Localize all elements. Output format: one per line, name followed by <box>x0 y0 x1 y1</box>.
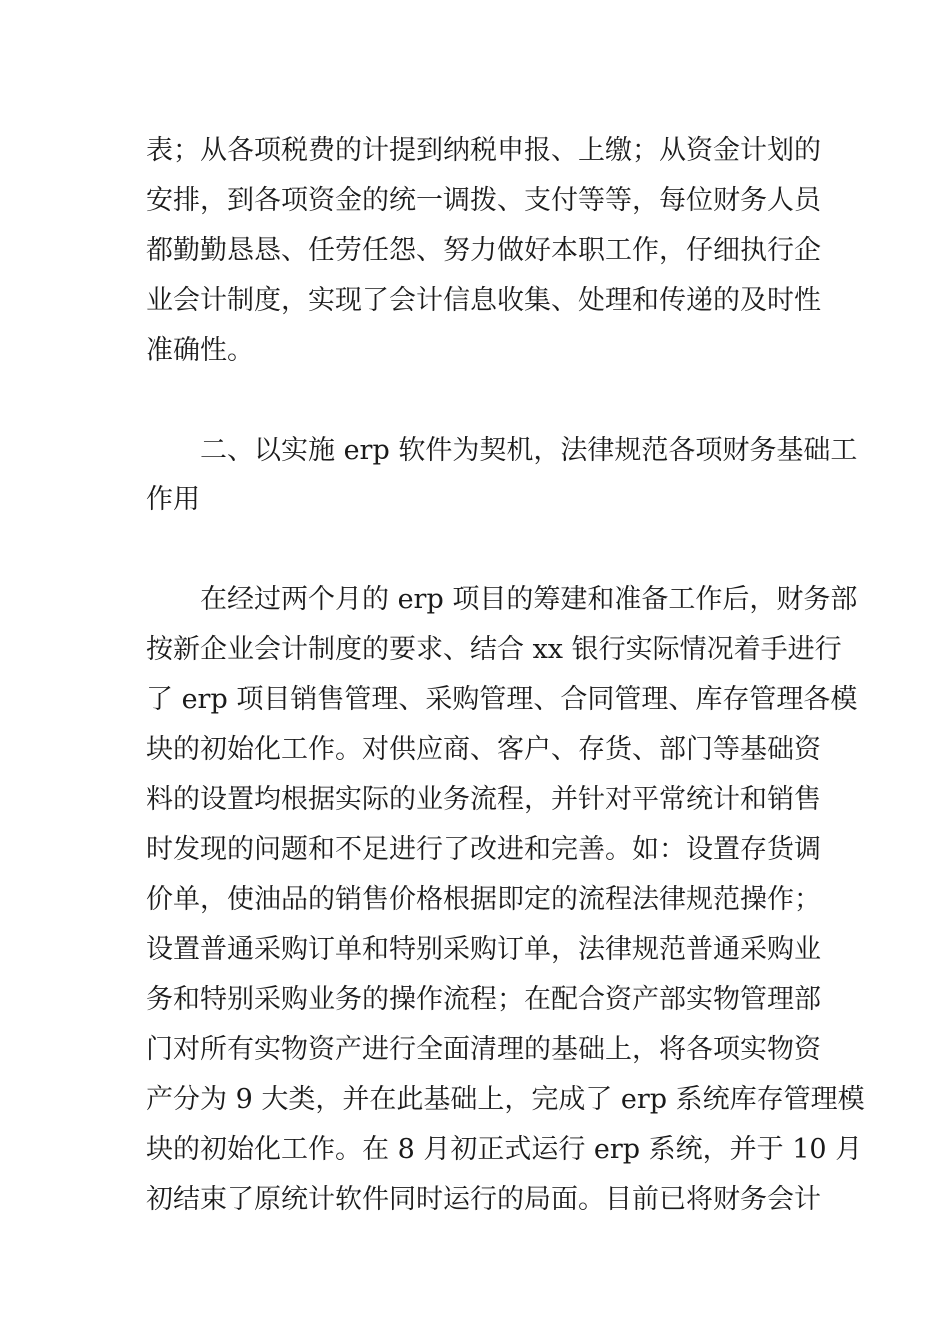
text-line: 初结束了原统计软件同时运行的局面。目前已将财务会计 <box>146 1184 821 1215</box>
text-line: 务和特别采购业务的操作流程；在配合资产部实物管理部 <box>146 984 821 1015</box>
text-line: 了 erp 项目销售管理、采购管理、合同管理、库存管理各模 <box>146 684 858 715</box>
text-line: 安排，到各项资金的统一调拨、支付等等，每位财务人员 <box>146 185 821 216</box>
text-line: 块的初始化工作。对供应商、客户、存货、部门等基础资 <box>146 734 821 765</box>
text-line: 准确性。 <box>146 335 254 366</box>
text-line: 块的初始化工作。在 8 月初正式运行 erp 系统，并于 10 月 <box>146 1134 863 1165</box>
text-line: 都勤勤恳恳、任劳任怨、努力做好本职工作，仔细执行企 <box>146 235 821 266</box>
text-line: 料的设置均根据实际的业务流程，并针对平常统计和销售 <box>146 784 821 815</box>
text-line: 时发现的问题和不足进行了改进和完善。如：设置存货调 <box>146 834 821 865</box>
text-line: 产分为 9 大类，并在此基础上，完成了 erp 系统库存管理模 <box>146 1084 865 1115</box>
heading-line: 作用 <box>146 484 200 515</box>
text-line: 在经过两个月的 erp 项目的筹建和准备工作后，财务部 <box>200 584 858 615</box>
text-line: 设置普通采购订单和特别采购订单，法律规范普通采购业 <box>146 934 821 965</box>
heading-line: 二、以实施 erp 软件为契机，法律规范各项财务基础工 <box>200 435 858 466</box>
text-line: 价单，使油品的销售价格根据即定的流程法律规范操作； <box>146 884 821 915</box>
text-line: 业会计制度，实现了会计信息收集、处理和传递的及时性 <box>146 285 821 316</box>
text-line: 门对所有实物资产进行全面清理的基础上，将各项实物资 <box>146 1034 821 1065</box>
text-line: 表；从各项税费的计提到纳税申报、上缴；从资金计划的 <box>146 135 821 166</box>
text-line: 按新企业会计制度的要求、结合 xx 银行实际情况着手进行 <box>146 634 842 665</box>
